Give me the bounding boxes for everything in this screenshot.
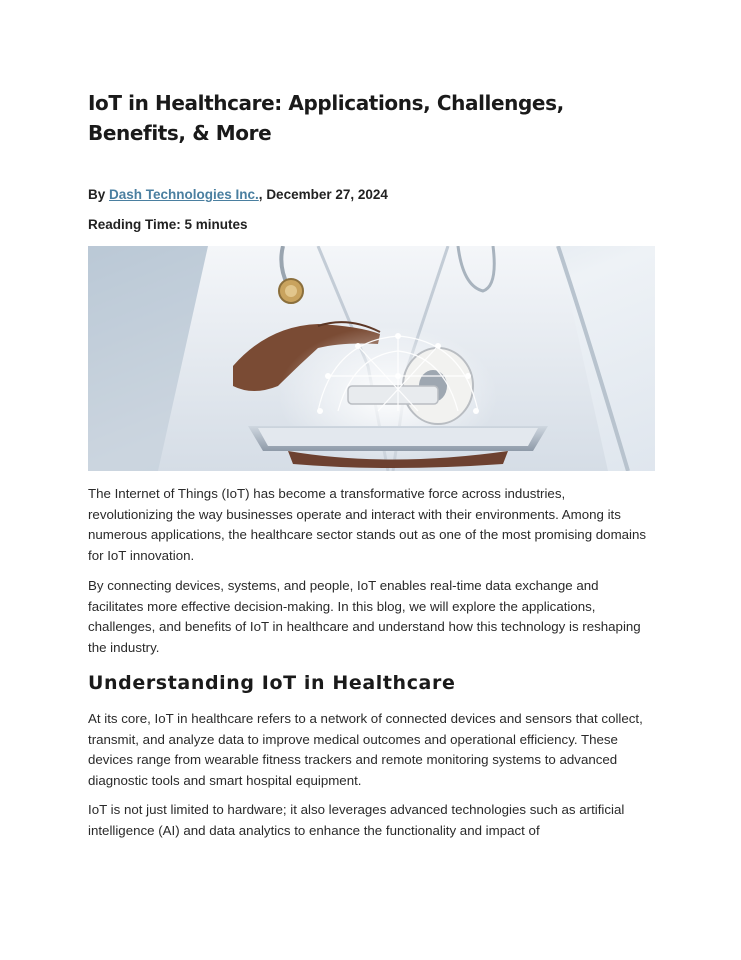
- section-heading: Understanding IoT in Healthcare: [88, 672, 456, 694]
- hero-image: [88, 246, 655, 471]
- reading-time: Reading Time: 5 minutes: [88, 217, 248, 232]
- byline: [88, 186, 648, 204]
- publish-date: December 27, 2024: [266, 187, 388, 202]
- section-paragraph-2: IoT is not just limited to hardware; it also leverages advanced technologies such as artificial intelligence (AI) and data analytics to enhance the functionality and impact of: [88, 802, 625, 838]
- intro-paragraph-1: The Internet of Things (IoT) has become a transformative force across industries, revolutionizing the way businesses operate and interact with their environments. Among its numerous applications, the healthcare sector stands out as one of the most promising domains for IoT innovation.: [88, 486, 647, 563]
- article-title: IoT in Healthcare: Applications, Challenges, Benefits, & More: [88, 91, 564, 145]
- doctor-tablet-iot-icon: [88, 246, 655, 471]
- section-paragraph-1: At its core, IoT in healthcare refers to a network of connected devices and sensors that collect, transmit, and analyze data to improve medical outcomes and operational efficiency. These devices range from wearable fitness trackers and remote monitoring systems to advanced diagnostic tools and smart hospital equipment.: [88, 711, 643, 788]
- author-link[interactable]: Dash Technologies Inc.: [109, 187, 259, 202]
- byline-separator: ,: [258, 187, 267, 202]
- intro-paragraph-2: By connecting devices, systems, and people, IoT enables real-time data exchange and facilitates more effective decision-making. In this blog, we will explore the applications, challenges, and benefits of IoT in healthcare and understand how this technology is reshaping the industry.: [88, 578, 641, 655]
- byline-prefix: By: [88, 187, 110, 202]
